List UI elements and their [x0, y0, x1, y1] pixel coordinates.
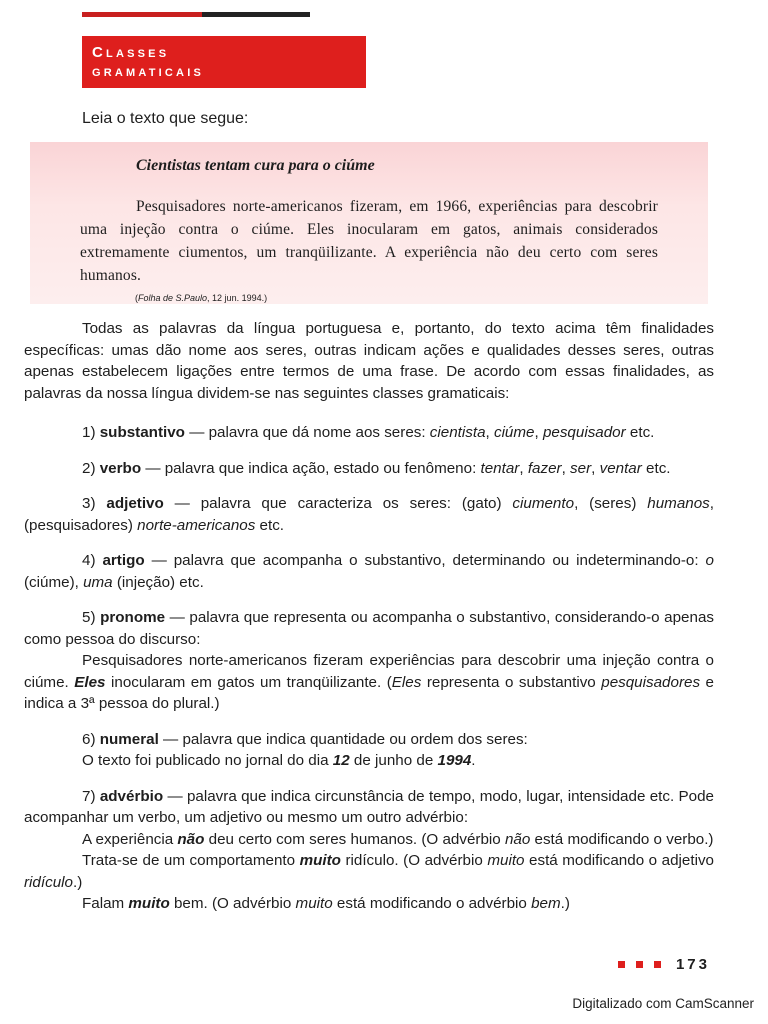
- term-adverbio: advérbio: [99, 787, 164, 805]
- section-header: [82, 36, 366, 88]
- term-substantivo: substantivo: [99, 424, 185, 441]
- term-pronome: pronome: [100, 609, 166, 626]
- footer-square-marker: [618, 961, 625, 968]
- footer-square-marker: [654, 961, 661, 968]
- footer-square-marker: [636, 961, 643, 968]
- excerpt-body: Pesquisadores norte-americanos fizeram, em 1966, experiências para descobrir uma injeção contra o ciúme. Eles inocularam em gatos, animais considerados extremamente ciumentos, um tranqüilizante. A experiência não deu certo com seres humanos.: [80, 198, 658, 284]
- item-artigo: [24, 550, 714, 593]
- item-adverbio-example-3: Falam muito bem. (O advérbio muito está modificando o advérbio bem.): [82, 895, 570, 912]
- term-numeral: numeral: [99, 730, 159, 748]
- item-numeral-def: 6) numeral — palavra que indica quantidade ou ordem dos seres:: [82, 730, 528, 748]
- item-adjetivo-def: 3) adjetivo — palavra que caracteriza os seres: (gato) ciumento, (seres) humanos, (pesquisadores) norte-americanos etc.: [24, 495, 714, 534]
- excerpt-source: (Folha de S.Paulo, 12 jun. 1994.): [135, 293, 268, 303]
- item-numeral-example: O texto foi publicado no jornal do dia 12 de junho de 1994.: [82, 752, 476, 769]
- item-adverbio-example-2: Trata-se de um comportamento muito ridículo. (O advérbio muito está modificando o adjetivo ridículo.): [24, 852, 714, 891]
- excerpt-box: [30, 142, 708, 304]
- page-number: 173: [675, 956, 710, 973]
- item-adjetivo: [24, 493, 714, 536]
- item-adverbio: [24, 786, 714, 915]
- item-pronome: [24, 607, 714, 715]
- page-footer: [618, 956, 710, 973]
- main-content: [24, 318, 714, 929]
- item-adverbio-example-1: A experiência não deu certo com seres humanos. (O advérbio não está modificando o verbo.): [82, 830, 714, 848]
- term-verbo: verbo: [99, 459, 142, 477]
- item-numeral: [24, 729, 714, 772]
- item-pronome-def: 5) pronome — palavra que representa ou acompanha o substantivo, considerando-o apenas como pessoa do discurso:: [24, 609, 714, 648]
- section-header-line-1: Classes: [92, 44, 170, 61]
- excerpt-source-date: , 12 jun. 1994.: [207, 293, 265, 303]
- excerpt-source-publication: Folha de S.Paulo: [138, 293, 208, 303]
- top-rule: [82, 12, 310, 17]
- lead-text: Leia o texto que segue:: [82, 110, 249, 127]
- intro-paragraph: Todas as palavras da língua portuguesa e, portanto, do texto acima têm finalidades específicas: umas dão nome aos seres, outras indicam ações e qualidades desses seres, outras apenas estabelecem ligações entre termos de uma frase. De acordo com essas finalidades, as palavras da nossa língua dividem-se nas seguintes classes gramaticais:: [24, 320, 714, 402]
- item-verbo: [24, 458, 714, 480]
- term-artigo: artigo: [102, 552, 145, 569]
- item-artigo-def: 4) artigo — palavra que acompanha o substantivo, determinando ou indeterminando-o: o (ciúme), uma (injeção) etc.: [24, 552, 714, 591]
- item-adverbio-def: 7) advérbio — palavra que indica circunstância de tempo, modo, lugar, intensidade etc. Pode acompanhar um verbo, um adjetivo ou mesmo um outro advérbio:: [24, 787, 714, 826]
- item-substantivo-def: 1) substantivo — palavra que dá nome aos seres: cientista, ciúme, pesquisador etc.: [82, 424, 655, 441]
- item-substantivo: [24, 422, 714, 444]
- item-verbo-def: 2) verbo — palavra que indica ação, estado ou fenômeno: tentar, fazer, ser, ventar etc.: [82, 459, 671, 477]
- scanner-watermark: Digitalizado com CamScanner: [572, 996, 754, 1011]
- section-header-line-2: gramaticais: [92, 63, 204, 80]
- excerpt-title: Cientistas tentam cura para o ciúme: [136, 157, 375, 174]
- item-pronome-example: Pesquisadores norte-americanos fizeram experiências para descobrir uma injeção contra o ciúme. Eles inocularam em gatos um tranqüilizante. (Eles representa o substantivo pesquisadores e indica a 3ª pessoa do plural.): [24, 652, 714, 712]
- term-adjetivo: adjetivo: [106, 495, 164, 512]
